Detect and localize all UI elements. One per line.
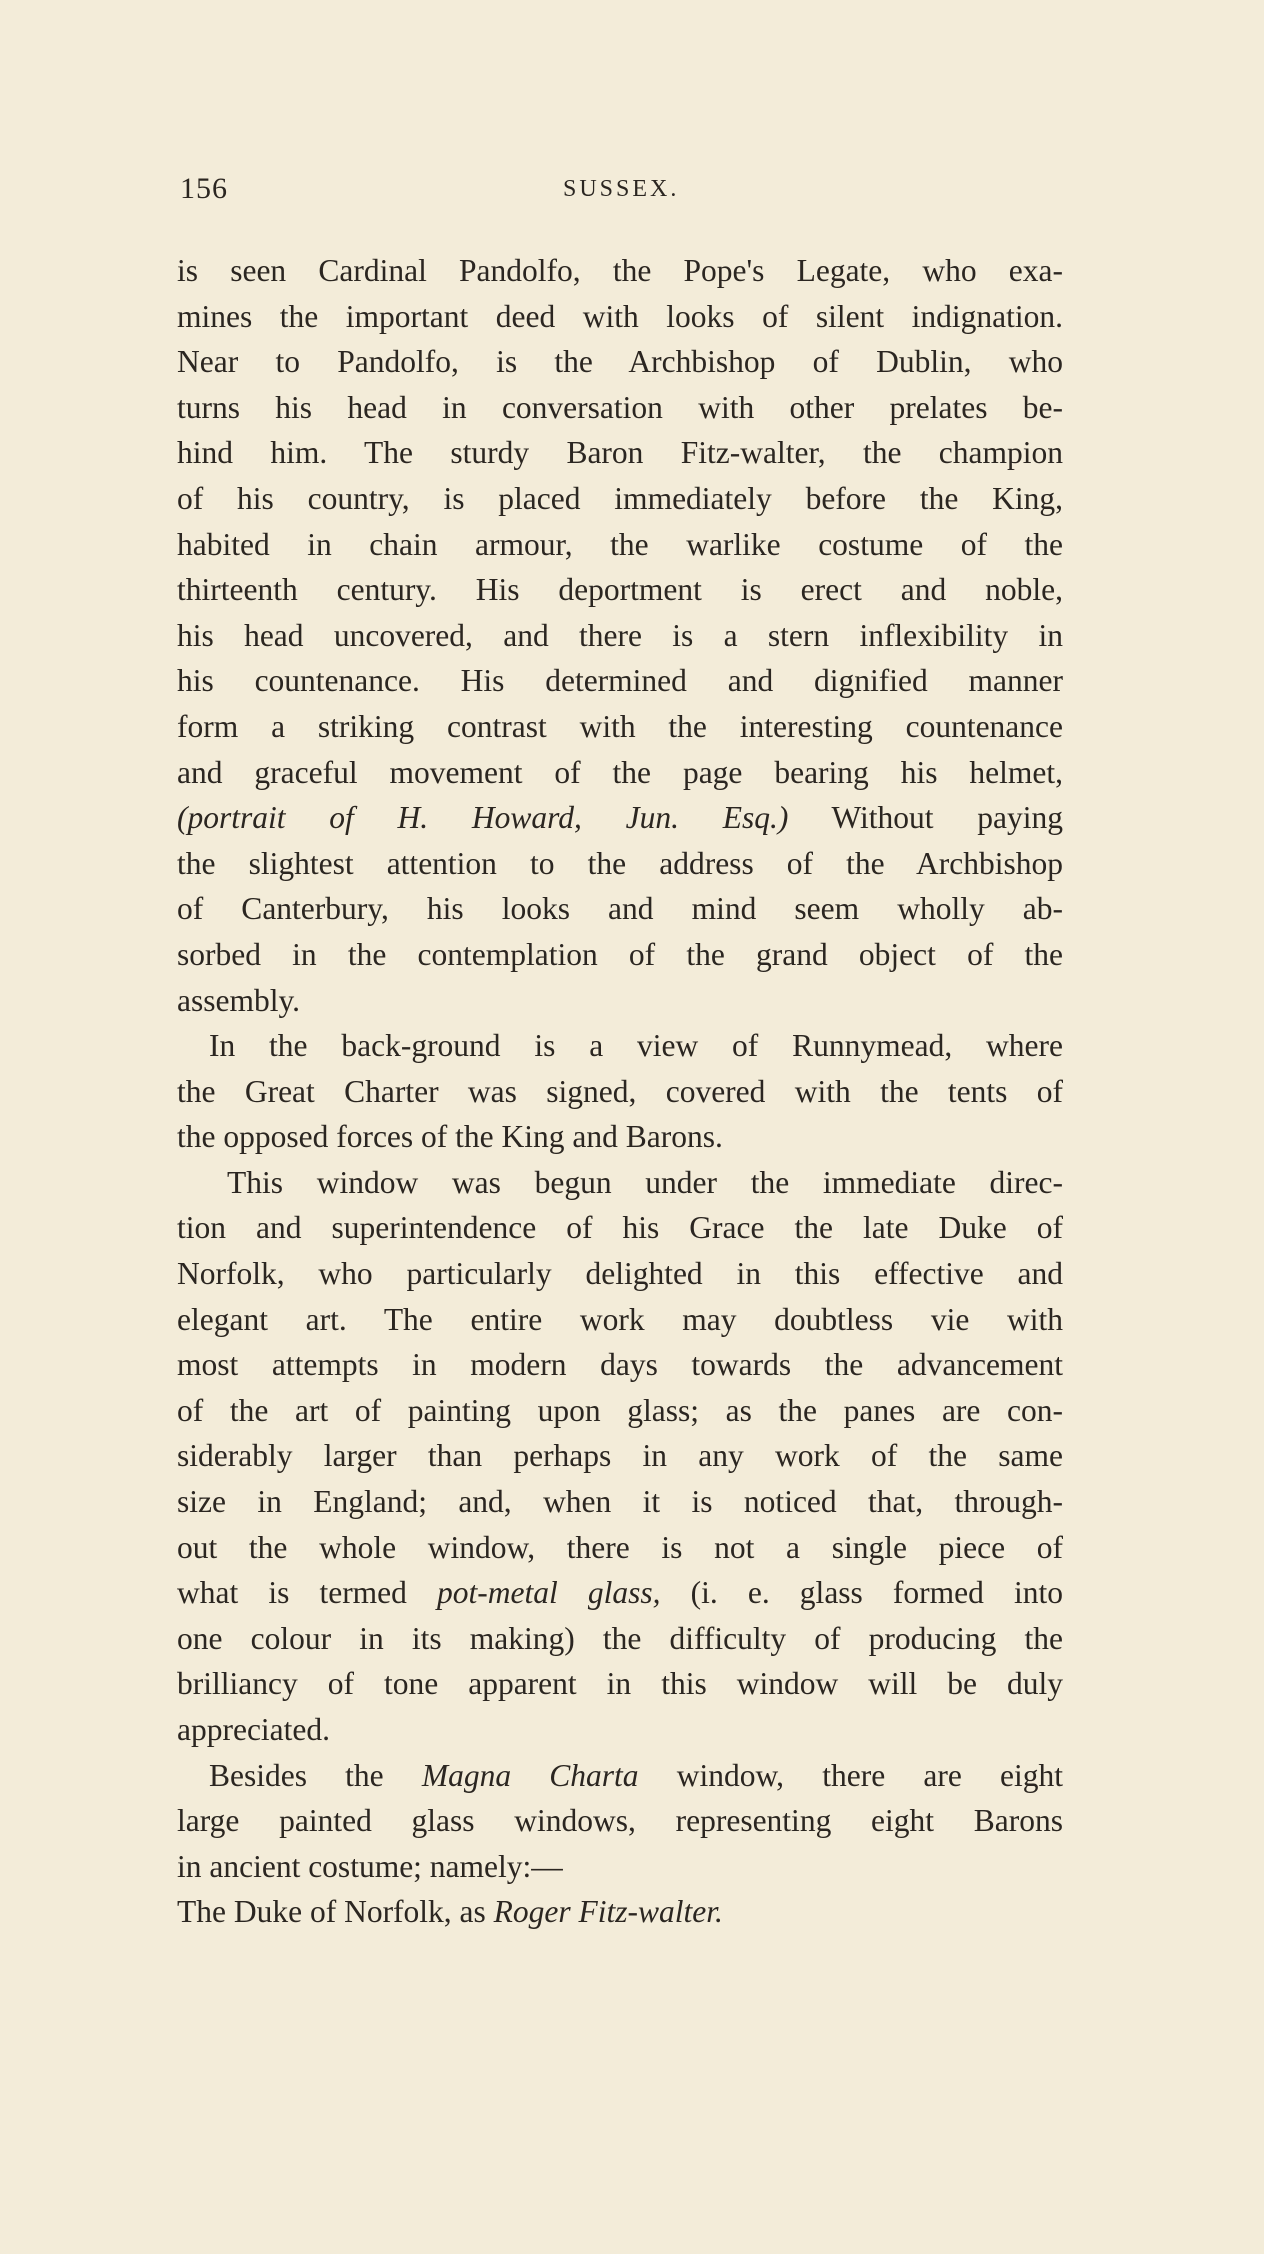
text-line: size in England; and, when it is noticed that, through-: [177, 1484, 1063, 1520]
text-line: turns his head in conversation with other prelates be-: [177, 389, 1063, 425]
text-line: thirteenth century. His deportment is erect and noble,: [177, 572, 1063, 608]
text-line: Near to Pandolfo, is the Archbishop of Dublin, who: [177, 344, 1063, 380]
text-line: mines the important deed with looks of silent indignation.: [177, 298, 1063, 334]
text-line: In the back-ground is a view of Runnymead, where: [209, 1028, 1063, 1064]
text-line: his countenance. His determined and dignified manner: [177, 663, 1063, 699]
italic-name: Roger Fitz-walter.: [493, 1894, 723, 1930]
page-number: 156: [180, 172, 228, 205]
italic-portrait-credit: (portrait of H. Howard, Jun. Esq.): [177, 800, 789, 836]
text-line: in ancient costume; namely:—: [177, 1848, 563, 1884]
text-line: the opposed forces of the King and Barons.: [177, 1119, 723, 1155]
text-span: The Duke of Norfolk, as: [177, 1894, 494, 1930]
text-line: brilliancy of tone apparent in this window will be duly: [177, 1666, 1063, 1702]
text-line: habited in chain armour, the warlike costume of the: [177, 526, 1063, 562]
italic-title: Magna Charta: [421, 1757, 639, 1793]
text-line: form a striking contrast with the interesting countenance: [177, 708, 1063, 744]
text-line: the Great Charter was signed, covered with the tents of: [177, 1073, 1063, 1109]
text-line: of the art of painting upon glass; as the panes are con-: [177, 1392, 1063, 1428]
text-span: window, there are eight: [638, 1757, 1063, 1793]
text-line: the slightest attention to the address of the Archbishop: [177, 845, 1063, 881]
text-line: of his country, is placed immediately before the King,: [177, 480, 1063, 516]
text-line: out the whole window, there is not a single piece of: [177, 1529, 1063, 1565]
text-line: hind him. The sturdy Baron Fitz-walter, the champion: [177, 435, 1063, 471]
text-span: Without paying: [788, 800, 1063, 836]
text-line: tion and superintendence of his Grace the late Duke of: [177, 1210, 1063, 1246]
running-title: SUSSEX.: [563, 176, 680, 202]
text-line: sorbed in the contemplation of the grand object of the: [177, 936, 1063, 972]
text-line: and graceful movement of the page bearing his helmet,: [177, 754, 1063, 790]
text-span: Besides the: [209, 1757, 422, 1793]
italic-term: pot-metal glass,: [437, 1575, 661, 1611]
text-line: large painted glass windows, representing eight Barons: [177, 1803, 1063, 1839]
text-line: appreciated.: [177, 1712, 331, 1747]
text-line: This window was begun under the immediate direc-: [227, 1164, 1063, 1200]
text-line: is seen Cardinal Pandolfo, the Pope's Legate, who exa-: [177, 253, 1063, 288]
text-line-mixed: [177, 795, 1063, 841]
text-line: most attempts in modern days towards the advancement: [177, 1347, 1063, 1383]
text-span: (i. e. glass formed into: [660, 1575, 1063, 1611]
text-line: Norfolk, who particularly delighted in this effective and: [177, 1256, 1063, 1292]
page-header: [180, 172, 1060, 212]
text-line-mixed: [177, 1570, 1063, 1616]
text-line: of Canterbury, his looks and mind seem wholly ab-: [177, 891, 1063, 927]
body-text: [177, 248, 1063, 1935]
text-line: elegant art. The entire work may doubtless vie with: [177, 1301, 1063, 1337]
text-line: siderably larger than perhaps in any work of the same: [177, 1438, 1063, 1474]
text-line: one colour in its making) the difficulty of producing the: [177, 1620, 1063, 1656]
text-line-mixed: [177, 1753, 1063, 1799]
text-line: assembly.: [177, 982, 301, 1018]
text-line-mixed: [177, 1889, 1063, 1935]
text-line: his head uncovered, and there is a stern inflexibility in: [177, 617, 1063, 653]
text-span: what is termed: [177, 1575, 438, 1611]
